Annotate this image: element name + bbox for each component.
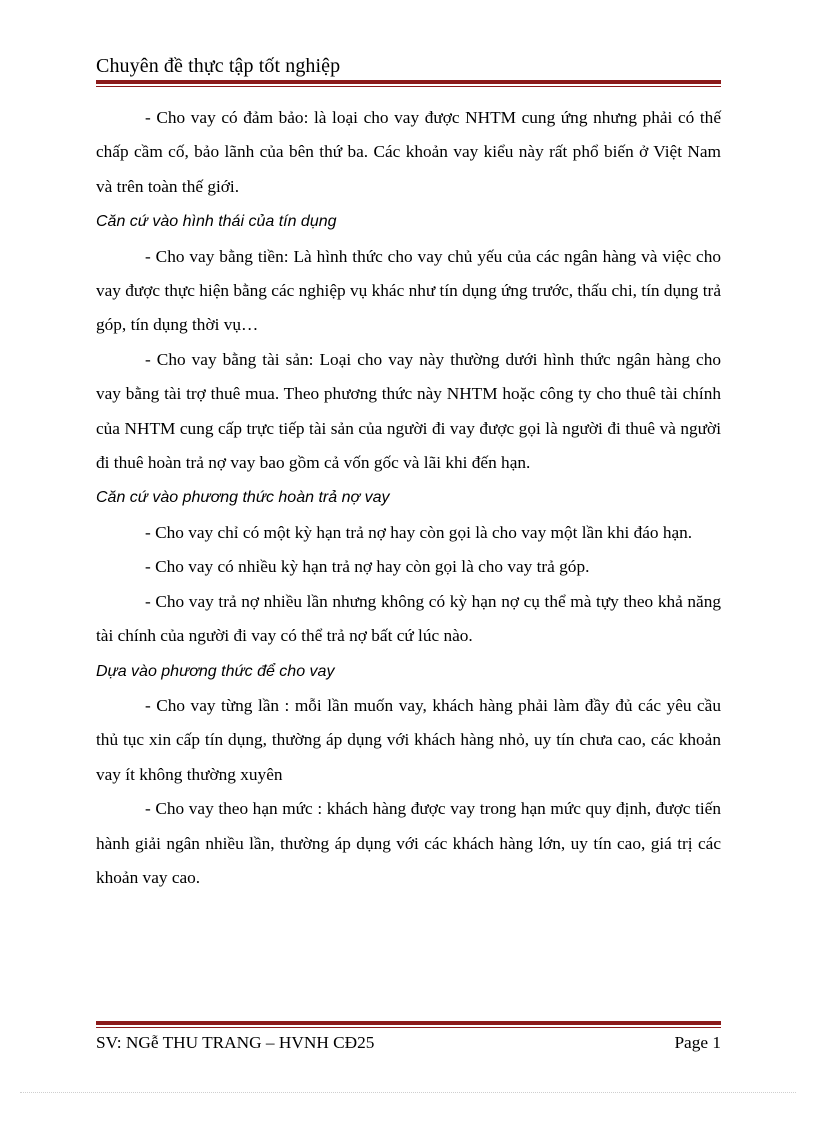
paragraph-installment-loan: - Cho vay có nhiều kỳ hạn trả nợ hay còn gọi là cho vay trả góp. [145,557,590,577]
section-heading-lending-method: Dựa vào phương thức để cho vay [96,662,335,680]
section-heading-repayment-method: Căn cứ vào phương thức hoàn trả nợ vay [96,489,390,507]
paragraph-per-loan: - Cho vay từng lần : mỗi lần muốn vay, khách hàng phải làm đầy đủ các yêu cầu thủ tục xin cấp tín dụng, thường áp dụng với khách hàng nhỏ, uy tín chưa cao, các khoản vay ít không thường xuyên [96,695,721,784]
document-body [96,101,721,895]
footer-author: SV: NGễ THU TRANG – HVNH CĐ25 [96,1033,375,1052]
paragraph-cash-loan: - Cho vay bằng tiền: Là hình thức cho vay chủ yếu của các ngân hàng và việc cho vay được thực hiện bằng các nghiệp vụ khác như tín dụng ứng trước, thấu chi, tín dụng trả góp, tín dụng thời vụ… [96,246,721,335]
header-divider [96,80,721,87]
section-heading-credit-form: Căn cứ vào hình thái của tín dụng [96,213,337,231]
paragraph-single-term-loan: - Cho vay chỉ có một kỳ hạn trả nợ hay còn gọi là cho vay một lần khi đáo hạn. [145,522,693,542]
paragraph-flexible-repayment: - Cho vay trả nợ nhiều lần nhưng không có kỳ hạn nợ cụ thể mà tựy theo khả năng tài chính của người đi vay có thể trả nợ bất cứ lúc nào. [96,591,721,646]
footer-page-number: Page 1 [674,1033,721,1052]
paragraph-secured-loan: - Cho vay có đảm bảo: là loại cho vay được NHTM cung ứng nhưng phải có thế chấp cầm cố, bảo lãnh của bên thứ ba. Các khoản vay kiểu này rất phổ biến ở Việt Nam và trên toàn thế giới. [96,108,721,196]
page-bottom-border [20,1092,796,1093]
paragraph-asset-loan: - Cho vay bằng tài sản: Loại cho vay này thường dưới hình thức ngân hàng cho vay bằng tài trợ thuê mua. Theo phương thức này NHTM hoặc công ty cho thuê tài chính của NHTM cung cấp trực tiếp tài sản của người đi vay được gọi là người đi thuê và người đi thuê hoàn trả nợ vay bao gồm cả vốn gốc và lãi khi đến hạn. [96,349,721,473]
paragraph-credit-limit-loan: - Cho vay theo hạn mức : khách hàng được vay trong hạn mức quy định, được tiến hành giải ngân nhiều lần, thường áp dụng với các khách hàng lớn, uy tín cao, giá trị các khoản vay cao. [96,799,721,887]
footer-divider [96,1021,721,1028]
page-header-title: Chuyên đề thực tập tốt nghiệp [96,55,341,77]
